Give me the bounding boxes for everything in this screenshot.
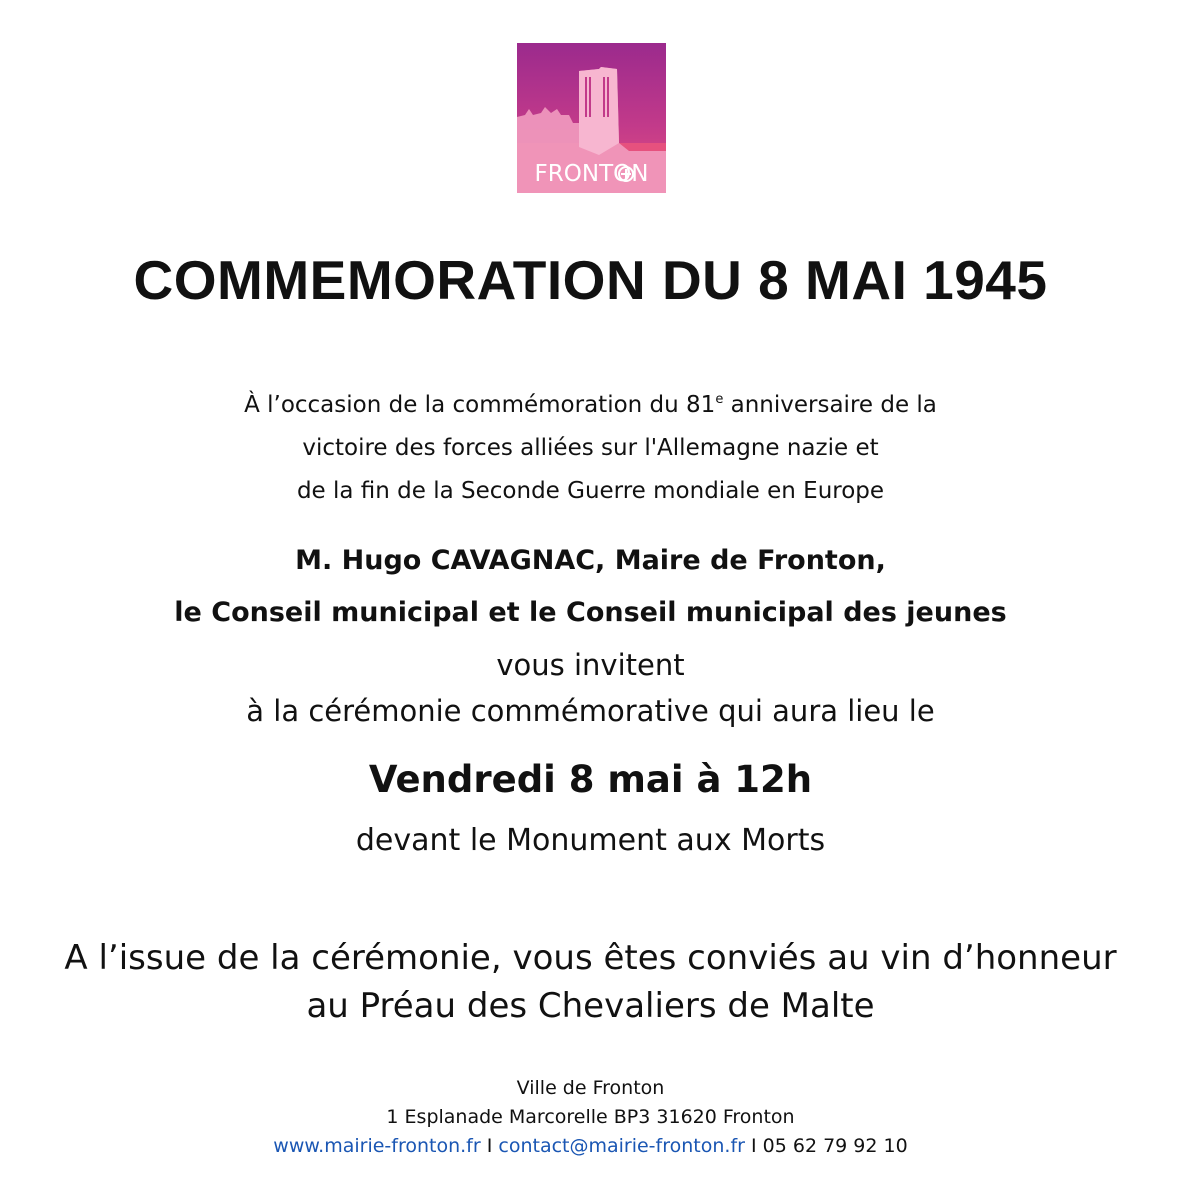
intro-line-1-superscript: e [715,392,724,407]
intro-line-1-suffix: anniversaire de la [723,392,937,418]
invite-line-1: vous invitent [496,648,685,682]
footer-separator-1: I [480,1135,499,1157]
logo-text: FRONTON [534,161,649,187]
website-link[interactable]: www.mairie-fronton.fr [273,1135,481,1157]
event-date: Vendredi 8 mai à 12h [368,758,813,801]
fronton-logo [517,43,666,193]
email-link[interactable]: contact@mairie-fronton.fr [498,1135,745,1157]
footer-contact [0,1135,1181,1157]
reception-line-1: A l’issue de la cérémonie, vous êtes conviés au vin d’honneur [64,938,1117,978]
reception-line-2: au Préau des Chevaliers de Malte [306,986,875,1026]
intro-line-2: victoire des forces alliées sur l'Allemagne nazie et [302,435,879,461]
page-title: COMMEMORATION DU 8 MAI 1945 [133,249,1048,311]
intro-line-1 [0,392,1181,418]
hosts-line-1: M. Hugo CAVAGNAC, Maire de Fronton, [295,545,886,576]
footer-separator-2: I [744,1135,763,1157]
footer-org: Ville de Fronton [516,1077,665,1099]
footer-address: 1 Esplanade Marcorelle BP3 31620 Fronton [386,1106,795,1128]
footer-phone: 05 62 79 92 10 [762,1135,908,1157]
hosts-line-2: le Conseil municipal et le Conseil municipal des jeunes [174,597,1007,628]
invite-line-2: à la cérémonie commémorative qui aura lieu le [246,694,935,728]
event-place: devant le Monument aux Morts [355,823,826,858]
intro-line-3: de la fin de la Seconde Guerre mondiale en Europe [296,478,885,504]
intro-line-1-prefix: À l’occasion de la commémoration du 81 [244,392,716,418]
